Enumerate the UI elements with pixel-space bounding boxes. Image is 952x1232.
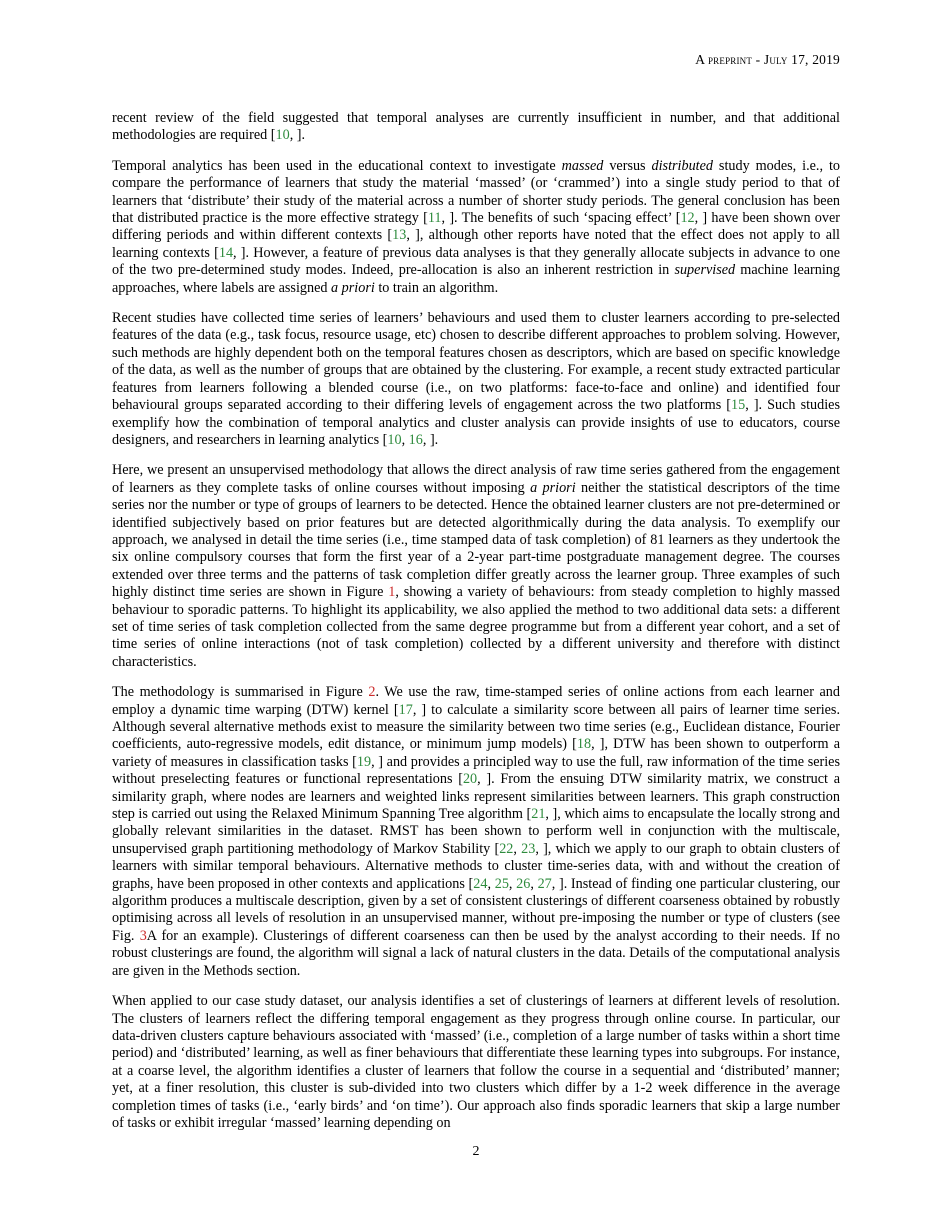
- p4-text-a: Here, we present an unsupervised methodology that allows the direct analysis of raw time series gathered from the engagement of learners as they complete tasks of online courses without imposing: [112, 462, 840, 496]
- p3-text-d: , ].: [422, 431, 439, 448]
- page-number: 2: [472, 1144, 480, 1159]
- paragraph-3: [112, 310, 840, 449]
- citation-16[interactable]: 16: [408, 431, 423, 448]
- paragraph-2: [112, 158, 840, 297]
- p5-text-j: ,: [487, 875, 495, 892]
- citation-17[interactable]: 17: [398, 701, 413, 718]
- p5-text-e: , ] and provides a principled way to use the full, raw information of the time series without preselecting features or functional representations [: [112, 753, 840, 788]
- p1-text-b: , ].: [289, 127, 306, 144]
- p5-text-m: , ]. Instead of finding one particular clustering, our algorithm produces a multiscale description, given by a set of consistent clusterings of different coarseness obtained by robustly optimising across all levels of resolution in an unsupervised manner, without pre-imposing the number or type of clusters (see Fig.: [112, 875, 841, 944]
- citation-22[interactable]: 22: [499, 840, 514, 857]
- citation-12[interactable]: 12: [680, 210, 695, 227]
- p6-text-a: When applied to our case study dataset, our analysis identifies a set of clusterings of learners at different levels of resolution. The clusters of learners reflect the differing temporal engagement as they progress through online course. In particular, our data-driven clusters capture behaviours associated with ‘massed’ (i.e., completion of a large number of tasks within a short time period) and ‘distributed’ learning, as well as finer behaviours that differentiate these learning types into subgroups. For instance, at a coarse level, the algorithm identifies a cluster of learners that follow the course in a sequential and ‘distributed’ manner; yet, at a finer resolution, this cluster is sub-divided into two clusters which differ by a 1-2 week difference in the average completion times of tasks (i.e., ‘early birds’ and ‘on time’). Our approach also finds sporadic learners that skip a large number of tasks or exhibit irregular ‘massed’ learning depending on: [112, 993, 840, 1131]
- p2-emphasis-distributed: distributed: [651, 157, 713, 174]
- p5-text-c: , ] to calculate a similarity score between all pairs of learner time series. Although several alternative methods exist to measure the similarity between two time series (e.g., Euclidean distance, Fourier coefficients, auto-regressive models, edit distance, or minimum jump models) [: [112, 701, 840, 753]
- p5-text-i: , ], which we apply to our graph to obtain clusters of learners with similar temporal behaviours. Alternative methods to cluster time-series data, with and without the creation of graphs, have been proposed in other contexts and applications [: [112, 840, 840, 892]
- p2-emphasis-apriori: a priori: [331, 279, 375, 296]
- p5-text-l: ,: [530, 875, 538, 892]
- citation-20[interactable]: 20: [462, 771, 478, 788]
- p2-text-c: study modes, i.e., to compare the performance of learners that study the material ‘massed’ (or ‘crammed’) into a single study period to that of learners that ‘distribute’ their study of the material across a number of shorter study periods. The general conclusion has been that distributed practice is the more effective strategy [: [112, 157, 840, 227]
- p2-text-b: versus: [603, 157, 652, 174]
- p2-text-a: Temporal analytics has been used in the educational context to investigate: [112, 157, 562, 174]
- p5-text-f: , ]. From the ensuing DTW similarity matrix, we construct a similarity graph, where nodes are learners and weighted links represent similarities between learners. This graph construction step is carried out using the Relaxed Minimum Spanning Tree algorithm [: [112, 771, 841, 823]
- p2-text-e: , ] have been shown over differing periods and within different contexts [: [112, 210, 841, 244]
- paragraph-6: [112, 993, 840, 1132]
- p2-text-d: , ]. The benefits of such ‘spacing effect’ [: [441, 210, 681, 227]
- citation-24[interactable]: 24: [473, 875, 488, 892]
- p5-text-d: , ], DTW has been shown to outperform a variety of measures in classification tasks [: [112, 736, 840, 770]
- citation-19[interactable]: 19: [356, 753, 372, 770]
- p5-text-a: The methodology is summarised in Figure: [112, 684, 369, 701]
- citation-14[interactable]: 14: [218, 244, 234, 261]
- p4-emphasis-apriori: a priori: [530, 479, 576, 496]
- p2-text-f: , ], although other reports have noted that the effect does not apply to all learning contexts [: [112, 227, 840, 261]
- citation-10[interactable]: 10: [275, 127, 290, 144]
- p2-emphasis-supervised: supervised: [674, 262, 736, 279]
- citation-27[interactable]: 27: [537, 875, 552, 892]
- running-head: A preprint - July 17, 2019: [695, 52, 840, 67]
- citation-23[interactable]: 23: [521, 840, 536, 857]
- p2-text-j: to train an algorithm.: [374, 279, 499, 296]
- p2-text-g: , ]. However, a feature of previous data analyses is that they generally allocate subjects in advance to one of the two pre-determined study modes. Indeed, pre-allocation is also an inherent restriction in: [112, 244, 840, 279]
- figure-ref-1[interactable]: 1: [388, 584, 396, 601]
- p2-text-h: machine learning approaches, where labels are assigned: [112, 262, 840, 296]
- citation-21[interactable]: 21: [531, 806, 546, 823]
- figure-ref-2[interactable]: 2: [368, 684, 376, 701]
- citation-25[interactable]: 25: [494, 875, 509, 892]
- citation-26[interactable]: 26: [516, 875, 531, 892]
- p4-text-b: neither the statistical descriptors of the time series nor the number or type of groups of learners to be detected. Hence the obtained learner clusters are not pre-determined or identified subjectively based on prior features but are detected algorithmically during the data analysis. To exemplify our approach, we analysed in detail the time series (i.e., time stamped data of task completion) of 81 learners as they undertook the six online compulsory courses that form the first year of a 2-year part-time postgraduate management degree. The courses extended over three terms and the patterns of task completion differ greatly across the learner group. Three examples of such highly distinct time series are shown in Figure: [112, 479, 840, 601]
- p5-text-b: . We use the raw, time-stamped series of online actions from each learner and employ a dynamic time warping (DTW) kernel [: [112, 684, 840, 718]
- paragraph-1: [112, 110, 840, 145]
- p1-text-a: recent review of the field suggested that temporal analyses are currently insufficient in number, and that additional methodologies are required [: [112, 110, 840, 144]
- p4-text-c: , showing a variety of behaviours: from steady completion to highly massed behaviour to sporadic patterns. To highlight its applicability, we also applied the method to two additional data sets: a different set of time series of task completion collected from the same degree programme but from a different year cohort, and a set of time series of online interactions (not of task completion) collected by a different university and therefore with distinct characteristics.: [112, 584, 841, 670]
- p5-text-g: , ], which aims to encapsulate the locally strong and globally relevant similarities in the dataset. RMST has been shown to perform well in conjunction with the multiscale, unsupervised graph partitioning methodology of Markov Stability [: [112, 806, 840, 857]
- p3-text-a: Recent studies have collected time series of learners’ behaviours and used them to cluster learners according to pre-selected features of the data (e.g., task focus, resource usage, etc) chosen to describe different approaches to problem solving. However, such methods are highly dependent both on the temporal features chosen as descriptors, which are based on specific knowledge of the data, as well as the number of groups that are obtained by the clustering. For example, a recent study extracted particular features from learners following a blended course (i.e., on two platforms: face-to-face and online) and identified four behavioural groups separated according to their differing levels of engagement across the two platforms [: [112, 310, 840, 414]
- body-text-column: [112, 110, 840, 1132]
- paragraph-5: [112, 684, 840, 980]
- citation-11[interactable]: 11: [427, 210, 442, 227]
- paragraph-4: [112, 462, 840, 671]
- citation-13[interactable]: 13: [392, 227, 407, 244]
- citation-15[interactable]: 15: [731, 397, 746, 414]
- p5-text-n: A for an example). Clusterings of different coarseness can then be used by the analyst according to their needs. If no robust clusterings are found, the algorithm will signal a lack of natural clusters in the data. Details of the computational analysis are given in the Methods section.: [112, 927, 840, 979]
- citation-10b[interactable]: 10: [387, 431, 402, 448]
- p2-emphasis-massed: massed: [561, 157, 604, 174]
- citation-18[interactable]: 18: [576, 736, 592, 753]
- p5-text-h: ,: [513, 840, 522, 857]
- p5-text-k: ,: [508, 875, 517, 892]
- figure-ref-3[interactable]: 3: [139, 927, 147, 944]
- p3-text-b: , ]. Such studies exemplify how the combination of temporal analytics and cluster analysis can provide insights of use to educators, course designers, and researchers in learning analytics [: [112, 397, 840, 448]
- p3-text-c: ,: [401, 431, 409, 448]
